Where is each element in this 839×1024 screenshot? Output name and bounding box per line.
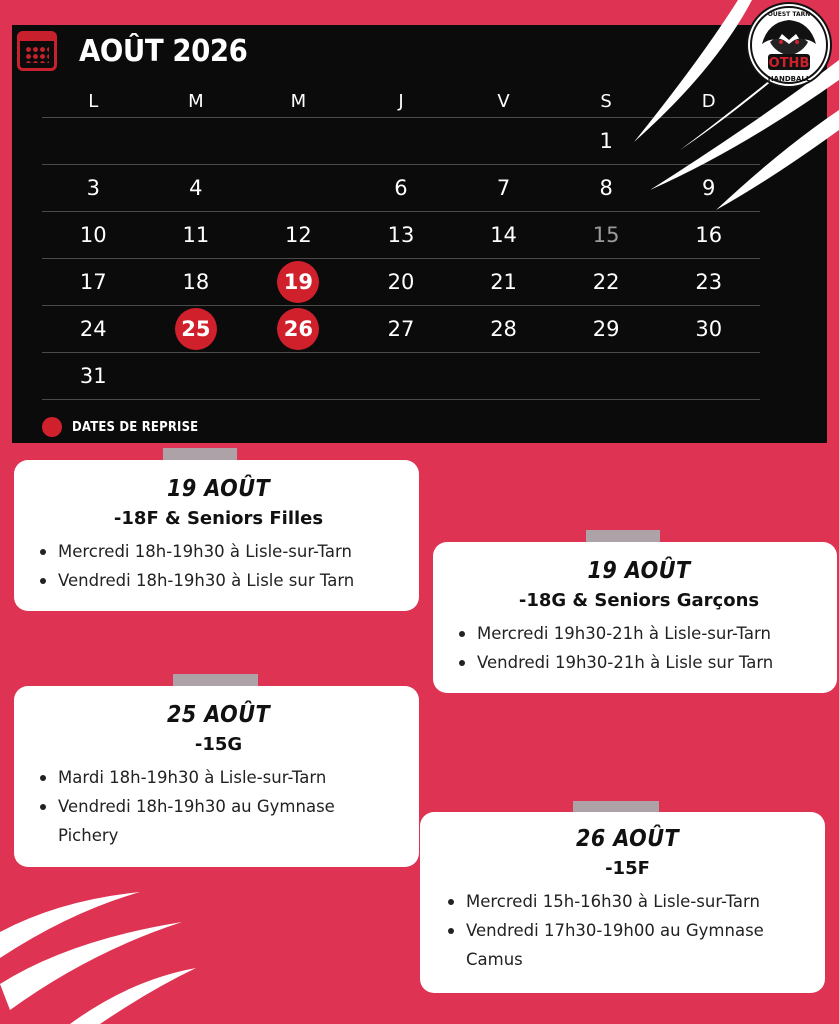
weekday-label: D <box>701 91 716 112</box>
day-number: 22 <box>592 270 620 294</box>
session-item: Vendredi 17h30-19h00 au Gymnase Camus <box>444 916 796 974</box>
day-number: 12 <box>285 223 312 247</box>
card-group: -15F <box>605 858 650 879</box>
calendar-day <box>247 259 350 305</box>
calendar-day <box>555 306 658 352</box>
logo-bottom-text: HANDBALL <box>767 75 811 83</box>
day-number: 9 <box>702 176 716 200</box>
calendar-day <box>42 353 145 399</box>
calendar-day <box>42 165 145 211</box>
card-date: 19 AOÛT <box>166 476 271 502</box>
card-group: -18F & Seniors Filles <box>113 508 324 529</box>
day-number: 21 <box>490 270 517 294</box>
weekday-label: V <box>497 91 510 112</box>
calendar-day <box>350 306 453 352</box>
club-logo <box>746 2 832 88</box>
calendar-week-row <box>42 305 760 352</box>
calendar-day <box>657 306 760 352</box>
day-number: 25 <box>175 308 217 350</box>
calendar-day <box>145 212 248 258</box>
day-number: 23 <box>695 270 723 294</box>
logo-top-text: OUEST TARN <box>767 11 811 18</box>
calendar-title: AOÛT 2026 <box>79 33 248 69</box>
calendar-day <box>555 259 658 305</box>
calendar-day <box>452 165 555 211</box>
claw-marks-bottom-decoration <box>0 880 230 1024</box>
day-number: 4 <box>189 176 203 200</box>
panther-logo-icon <box>748 4 830 86</box>
card-sessions <box>444 887 811 974</box>
day-number: 30 <box>695 317 723 341</box>
calendar-icon <box>17 31 57 71</box>
calendar-week-row <box>42 258 760 305</box>
day-number: 8 <box>599 176 613 200</box>
day-number: 28 <box>490 317 517 341</box>
session-item: Mardi 18h-19h30 à Lisle-sur-Tarn <box>36 763 401 792</box>
session-item: Vendredi 18h-19h30 à Lisle sur Tarn <box>36 566 401 595</box>
calendar-day <box>145 306 248 352</box>
card-group: -15G <box>194 734 243 755</box>
day-number: 6 <box>394 176 408 200</box>
day-number: 20 <box>387 270 415 294</box>
calendar-day <box>350 165 453 211</box>
calendar-day <box>247 306 350 352</box>
calendar-day <box>350 212 453 258</box>
calendar-day <box>247 212 350 258</box>
calendar-day <box>42 306 145 352</box>
session-item: Vendredi 18h-19h30 au Gymnase Pichery <box>36 792 358 850</box>
day-number: 11 <box>182 223 210 247</box>
calendar-day <box>42 212 145 258</box>
logo-monogram: OTHB <box>768 56 810 71</box>
schedule-card <box>433 542 837 693</box>
day-number: 16 <box>695 223 723 247</box>
schedule-card <box>420 812 825 993</box>
weekday-label: M <box>188 91 204 112</box>
calendar-day <box>452 259 555 305</box>
day-number: 24 <box>79 317 107 341</box>
day-number: 14 <box>490 223 517 247</box>
legend-dot-icon <box>42 417 62 437</box>
weekday-label: L <box>88 91 99 112</box>
card-sessions <box>36 763 401 850</box>
card-date: 25 AOÛT <box>166 702 271 728</box>
day-number: 15 <box>592 223 620 247</box>
legend <box>42 417 212 437</box>
session-item: Mercredi 19h30-21h à Lisle-sur-Tarn <box>455 619 823 648</box>
calendar-header <box>17 31 262 71</box>
schedule-card <box>14 460 419 611</box>
schedule-card <box>14 686 419 867</box>
session-item: Mercredi 18h-19h30 à Lisle-sur-Tarn <box>36 537 401 566</box>
weekday-label: J <box>398 91 404 112</box>
card-sessions <box>455 619 823 677</box>
weekday-label: S <box>600 91 612 112</box>
day-number: 18 <box>182 270 210 294</box>
calendar-day <box>350 259 453 305</box>
day-number: 7 <box>496 176 511 200</box>
calendar-day <box>145 259 248 305</box>
day-number: 10 <box>79 223 107 247</box>
day-number: 17 <box>79 270 107 294</box>
day-number: 31 <box>79 364 107 388</box>
legend-label: DATES DE REPRISE <box>72 419 199 435</box>
day-number: 3 <box>86 176 100 200</box>
day-number: 27 <box>387 317 415 341</box>
session-item: Vendredi 19h30-21h à Lisle sur Tarn <box>455 648 823 677</box>
day-number: 29 <box>592 317 620 341</box>
day-number: 1 <box>599 129 613 153</box>
calendar-week-row <box>42 352 760 400</box>
calendar-day <box>452 212 555 258</box>
day-number: 19 <box>277 261 319 303</box>
session-item: Mercredi 15h-16h30 à Lisle-sur-Tarn <box>444 887 811 916</box>
card-date: 19 AOÛT <box>587 558 691 584</box>
card-sessions <box>36 537 401 595</box>
calendar-day <box>42 259 145 305</box>
card-group: -18G & Seniors Garçons <box>518 590 760 611</box>
day-number: 13 <box>387 223 415 247</box>
weekday-label: M <box>290 91 307 112</box>
calendar-day <box>145 165 248 211</box>
calendar-day <box>452 306 555 352</box>
card-date: 26 AOÛT <box>575 826 680 852</box>
calendar-day <box>657 259 760 305</box>
day-number: 26 <box>277 308 319 350</box>
